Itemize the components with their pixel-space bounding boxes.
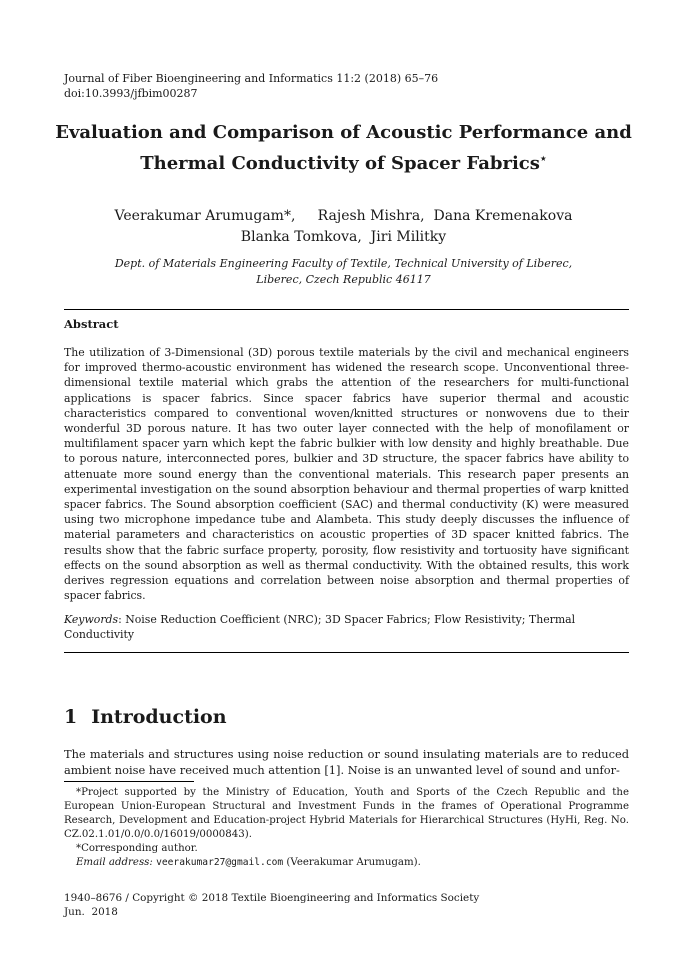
footnotes bbox=[64, 786, 629, 870]
section-title: Introduction bbox=[91, 706, 227, 728]
date-line: Jun. 2018 bbox=[64, 906, 118, 918]
introduction-text: The materials and structures using noise reduction or sound insulating materials are to reduced ambient noise have received much attention [1]. Noise is an unwanted level of sound and unfor- bbox=[64, 747, 629, 777]
abstract-heading: Abstract bbox=[64, 317, 119, 331]
email-label: Email address: bbox=[76, 857, 153, 868]
authors-line-2: Blanka Tomkova, Jiri Militky bbox=[240, 229, 447, 245]
section-heading bbox=[64, 706, 227, 728]
email-address[interactable]: veerakumar27@gmail.com bbox=[156, 857, 284, 868]
section-number: 1 bbox=[64, 706, 78, 728]
abstract-text: The utilization of 3-Dimensional (3D) porous textile materials by the civil and mechanical engineers for improved thermo-acoustic environment has widened the research scope. Unconventional three-dimensional textile material which grabs the attention of the researchers for multi-functional applications is spacer fabrics. Since spacer fabrics have superior thermal and acoustic characteristics compared to conventional woven/knitted structures or nonwovens due to their wonderful 3D porous nature. It has two outer layer connected with the help of monofilament or multifilament spacer yarn which kept the fabric bulkier with low density and highly breathable. Due to porous nature, interconnected pores, bulkier and 3D structure, the spacer fabrics have ability to attenuate more sound energy than the conventional materials. This research paper presents an experimental investigation on the sound absorption behaviour and thermal properties of warp knitted spacer fabrics. The Sound absorption coefficient (SAC) and thermal conductivity (K) were measured using two microphone impedance tube and Alambeta. This study deeply discusses the influence of material parameters and characteristics on acoustic properties of 3D spacer knitted fabrics. The results show that the fabric surface property, porosity, flow resistivity and tortuosity have significant effects on the sound absorption as well as thermal conductivity. With the obtained results, this work derives regression equations and correlation between noise absorption and thermal properties of spacer fabrics. bbox=[64, 346, 629, 603]
authors-line-1: Veerakumar Arumugam*, Rajesh Mishra, Dana Kremenakova bbox=[114, 208, 573, 224]
copyright-line: 1940–8676 / Copyright © 2018 Textile Bioengineering and Informatics Society bbox=[64, 892, 480, 904]
paper-title bbox=[40, 120, 647, 177]
abstract-bottom-rule bbox=[64, 652, 629, 653]
title-line-2: Thermal Conductivity of Spacer Fabrics bbox=[140, 153, 540, 174]
footnote-rule bbox=[64, 781, 194, 782]
affiliation bbox=[100, 256, 587, 288]
keywords-text: : Noise Reduction Coefficient (NRC); 3D Spacer Fabrics; Flow Resistivity; Thermal Conductivity bbox=[64, 613, 576, 641]
journal-header bbox=[64, 71, 438, 101]
affiliation-line-2: Liberec, Czech Republic 46117 bbox=[256, 273, 431, 286]
page-footer bbox=[64, 891, 479, 919]
keywords-label: Keywords bbox=[64, 613, 119, 626]
doi: doi:10.3993/jfbim00287 bbox=[64, 87, 198, 100]
footnote-corresponding: *Corresponding author. bbox=[76, 843, 198, 854]
abstract-top-rule bbox=[64, 309, 629, 310]
email-name: (Veerakumar Arumugam). bbox=[286, 857, 421, 868]
author-list bbox=[40, 206, 647, 248]
footnote-email bbox=[64, 856, 629, 870]
journal-citation: Journal of Fiber Bioengineering and Informatics 11:2 (2018) 65–76 bbox=[64, 72, 439, 85]
title-footnote-mark: ⋆ bbox=[539, 152, 547, 165]
keywords bbox=[64, 612, 629, 642]
affiliation-line-1: Dept. of Materials Engineering Faculty of Textile, Technical University of Liberec, bbox=[114, 257, 573, 270]
footnote-project: *Project supported by the Ministry of Education, Youth and Sports of the Czech Republic and the European Union-European Structural and Investment Funds in the frames of Operational Programme Research, Development and Education-project Hybrid Materials for Hierarchical Structures (HyHi, Reg. No. CZ.02.1.01/0.0/0.0/16019/0000843). bbox=[64, 787, 629, 840]
title-line-1: Evaluation and Comparison of Acoustic Performance and bbox=[55, 122, 632, 143]
